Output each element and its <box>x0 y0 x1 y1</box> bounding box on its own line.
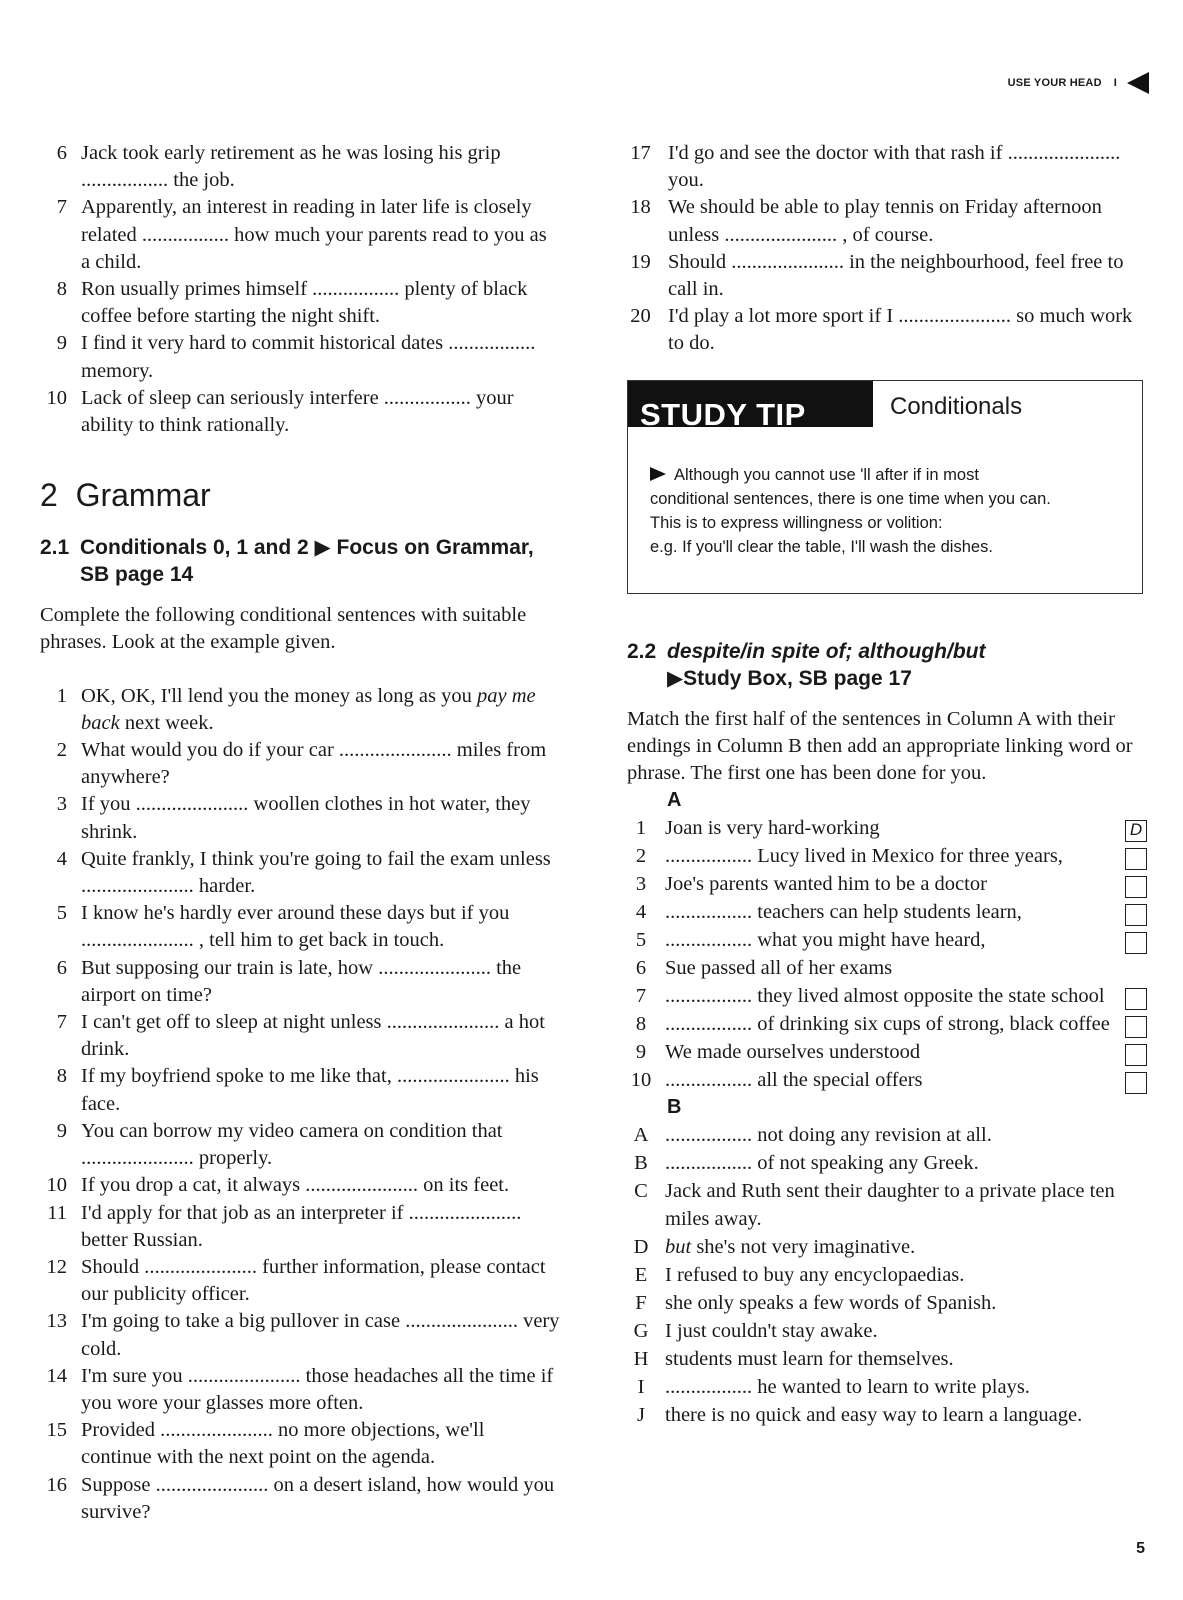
item-number: 4 <box>635 901 647 924</box>
item-number: B <box>634 1152 648 1175</box>
column-a-item <box>627 1010 1147 1038</box>
item-text: ................. of drinking six cups of strong, black coffee <box>665 1013 1110 1036</box>
answer-box-spacer <box>1125 954 1147 982</box>
item-text: Should ...................... further information, please contact our publicity officer. <box>81 1255 546 1306</box>
right-arrow-icon <box>650 467 666 481</box>
subsection-heading-2-1 <box>40 534 560 588</box>
exercise-instruction: Complete the following conditional sentences with suitable phrases. Look at the example given. <box>40 604 527 654</box>
exercise-instruction: Match the first half of the sentences in Column A with their endings in Column B then add an appropriate linking word or phrase. The first one has been done for you. <box>627 707 1133 785</box>
item-number: 7 <box>56 196 67 219</box>
item-text: Lack of sleep can seriously interfere ................. your ability to think rationally. <box>81 386 514 437</box>
item-number: 14 <box>46 1364 67 1387</box>
item-text <box>665 1233 915 1261</box>
column-a-item <box>627 898 1147 926</box>
column-a-list <box>627 814 1147 1094</box>
section-number: 2 <box>40 477 58 514</box>
item-number: I <box>637 1376 645 1399</box>
item-text: Jack and Ruth sent their daughter to a private place ten miles away. <box>665 1180 1115 1231</box>
item-number: 3 <box>635 873 647 896</box>
item-text: ................. he wanted to learn to write plays. <box>665 1376 1030 1399</box>
item-number: F <box>635 1292 647 1315</box>
exercise-item <box>40 1118 560 1172</box>
item-number: 10 <box>630 1069 652 1092</box>
item-text: We made ourselves understood <box>665 1041 921 1064</box>
item-number: 15 <box>46 1419 67 1442</box>
item-text: I'd apply for that job as an interpreter if ...................... better Russian. <box>81 1201 522 1251</box>
item-text: Suppose ...................... on a desert island, how would you survive? <box>81 1473 555 1523</box>
study-tip-box <box>627 380 1143 594</box>
item-number: G <box>633 1320 649 1343</box>
subsection-title: Conditionals 0, 1 and 2 ▶ Focus on Grammar, SB page 14 <box>80 536 534 587</box>
column-b-item <box>627 1121 1147 1149</box>
item-text: she only speaks a few words of Spanish. <box>665 1292 997 1315</box>
item-number: 8 <box>56 278 67 301</box>
item-text: I'd play a lot more sport if I ...................... so much work to do. <box>668 305 1133 355</box>
column-a-item <box>627 926 1147 954</box>
study-tip-banner: STUDY TIP <box>628 381 873 427</box>
item-text: We should be able to play tennis on Friday afternoon unless ...................... , of course. <box>668 196 1102 246</box>
subsection-title-italic: despite/in spite of; although/but <box>667 639 986 663</box>
exercise-item <box>40 737 560 791</box>
column-b-item <box>627 1345 1147 1373</box>
item-number: 2 <box>635 845 647 868</box>
exercise-item <box>40 1200 560 1254</box>
item-number: 17 <box>630 142 651 164</box>
item-number: 1 <box>56 684 67 707</box>
running-head <box>1008 72 1149 94</box>
item-text: Jack took early retirement as he was losing his grip ................. the job. <box>81 142 501 192</box>
left-triangle-icon <box>1127 72 1149 94</box>
exercise-item <box>40 1363 560 1417</box>
item-text: If you ...................... woollen clothes in hot water, they shrink. <box>81 793 531 843</box>
answer-box[interactable]: D <box>1125 820 1147 842</box>
exercise-item <box>627 194 1147 248</box>
conditionals-list-continued <box>627 140 1147 358</box>
exercise-item <box>40 1063 560 1117</box>
item-number: 11 <box>47 1201 67 1224</box>
item-number: 2 <box>56 739 67 762</box>
item-number: 9 <box>56 332 67 355</box>
column-b-list <box>627 1121 1147 1429</box>
item-number: 7 <box>56 1011 67 1034</box>
column-b-item <box>627 1149 1147 1177</box>
item-text <box>81 683 560 737</box>
answer-box[interactable] <box>1125 1016 1147 1038</box>
item-text: If my boyfriend spoke to me like that, ...................... his face. <box>81 1065 539 1115</box>
subsection-number: 2.2 <box>627 639 657 663</box>
exercise-item <box>40 140 560 194</box>
exercise-item <box>40 791 560 845</box>
item-text: What would you do if your car ...................... miles from anywhere? <box>81 739 547 789</box>
answer-box[interactable] <box>1125 876 1147 898</box>
item-text-italic: pay me back <box>81 684 536 734</box>
column-a-item <box>627 1038 1147 1066</box>
item-text: I refused to buy any encyclopaedias. <box>665 1264 965 1287</box>
column-a-item <box>627 870 1147 898</box>
right-column <box>627 140 1147 1429</box>
item-number: 8 <box>56 1065 67 1088</box>
item-text: ................. all the special offers <box>665 1069 923 1092</box>
exercise-item <box>627 140 1147 194</box>
item-number: 9 <box>56 1119 67 1142</box>
item-text: Should ...................... in the neighbourhood, feel free to call in. <box>668 250 1124 301</box>
column-b-label: B <box>667 1096 682 1119</box>
subsection-heading-2-2 <box>627 638 1147 692</box>
study-tip-line-3: This is to express willingness or volition: <box>650 513 943 532</box>
exercise-item <box>40 1254 560 1308</box>
item-number: 20 <box>630 305 651 328</box>
exercise-item <box>40 1308 560 1362</box>
study-tip-line-4: e.g. If you'll clear the table, I'll wash the dishes. <box>650 537 993 556</box>
item-text: But supposing our train is late, how ...................... the airport on time? <box>81 956 522 1006</box>
column-b-item <box>627 1233 1147 1261</box>
item-number: E <box>634 1264 648 1287</box>
item-number: J <box>637 1404 645 1427</box>
column-a-item <box>627 1066 1147 1094</box>
item-text: I know he's hardly ever around these days but if you ...................... , tell him to get back in touch. <box>81 902 510 952</box>
column-a-item <box>627 814 1147 842</box>
item-text: Sue passed all of her exams <box>665 957 893 980</box>
item-number: D <box>633 1236 649 1259</box>
item-number: 3 <box>56 793 67 816</box>
answer-box[interactable] <box>1125 848 1147 870</box>
item-number: 1 <box>635 817 647 840</box>
item-text: Joe's parents wanted him to be a doctor <box>665 873 987 896</box>
item-text: ................. not doing any revision at all. <box>665 1124 992 1147</box>
item-number: 8 <box>635 1013 647 1036</box>
exercise-item <box>40 683 560 737</box>
item-text: Provided ...................... no more objections, we'll continue with the next point on the agenda. <box>81 1419 485 1469</box>
item-number: 5 <box>56 902 67 925</box>
item-number: 18 <box>630 196 651 219</box>
item-text-lead: OK, OK, I'll lend you the money as long as you <box>81 684 477 707</box>
item-number: 5 <box>635 929 647 952</box>
column-a-item <box>627 842 1147 870</box>
item-text: there is no quick and easy way to learn a language. <box>665 1404 1083 1427</box>
column-b-item <box>627 1177 1147 1233</box>
item-text: Apparently, an interest in reading in later life is closely related ................. how much your parents read to you as a child. <box>81 196 547 273</box>
answer-box[interactable] <box>1125 904 1147 926</box>
exercise-item <box>40 1009 560 1063</box>
subsection-title <box>667 638 1147 692</box>
exercise-item <box>40 330 560 384</box>
item-text: ................. teachers can help students learn, <box>665 901 1022 924</box>
study-tip-line-2: conditional sentences, there is one time when you can. <box>650 489 1051 508</box>
running-head-text: USE YOUR HEAD <box>1007 77 1102 89</box>
column-a-item <box>627 982 1147 1010</box>
item-number: 19 <box>630 250 651 273</box>
item-text: Ron usually primes himself ................. plenty of black coffee before starting the night shift. <box>81 278 528 328</box>
column-a-item <box>627 954 1147 982</box>
item-text: I can't get off to sleep at night unless ...................... a hot drink. <box>81 1011 545 1061</box>
exercise-item <box>627 303 1147 357</box>
left-column <box>40 140 560 1526</box>
answer-box[interactable] <box>1125 1044 1147 1066</box>
item-text-italic: but <box>665 1236 692 1259</box>
running-head-separator: I <box>1113 77 1117 89</box>
answer-box[interactable] <box>1125 932 1147 954</box>
exercise-item <box>40 1172 560 1199</box>
item-number: C <box>634 1180 648 1203</box>
section-title: Grammar <box>75 477 211 514</box>
item-text: If you drop a cat, it always ...................... on its feet. <box>81 1174 510 1197</box>
item-text-tail: she's not very imaginative. <box>691 1236 916 1259</box>
item-text: I'd go and see the doctor with that rash if ...................... you. <box>668 142 1121 192</box>
exercise-item <box>627 249 1147 303</box>
subsection-number: 2.1 <box>40 536 70 560</box>
item-text: ................. Lucy lived in Mexico for three years, <box>665 845 1063 868</box>
exercise-item <box>40 1417 560 1471</box>
subsection-title-tail: ▶Study Box, SB page 17 <box>667 666 912 690</box>
conditionals-list <box>40 683 560 1526</box>
prepositions-list-continued <box>40 140 560 439</box>
item-number: 13 <box>46 1310 67 1333</box>
item-text: I'm going to take a big pullover in case ...................... very cold. <box>81 1310 560 1360</box>
item-number: 6 <box>56 956 67 979</box>
study-tip-title: Conditionals <box>890 392 1023 420</box>
answer-box[interactable] <box>1125 1072 1147 1094</box>
column-b-item <box>627 1373 1147 1401</box>
column-a-label: A <box>667 789 682 812</box>
item-text: ................. what you might have heard, <box>665 929 986 952</box>
study-tip-body <box>650 463 1130 559</box>
exercise-item <box>40 194 560 276</box>
item-number: 16 <box>46 1473 67 1496</box>
column-b-item <box>627 1261 1147 1289</box>
item-number: A <box>633 1124 649 1147</box>
item-number: 6 <box>56 142 67 164</box>
item-number: 10 <box>46 1174 67 1197</box>
item-text: Quite frankly, I think you're going to fail the exam unless ...................... harder. <box>81 847 551 898</box>
item-text: I just couldn't stay awake. <box>665 1320 878 1343</box>
section-heading <box>40 477 560 514</box>
item-number: 6 <box>635 957 647 980</box>
item-number: 10 <box>46 386 67 409</box>
answer-box[interactable] <box>1125 988 1147 1010</box>
item-text: Joan is very hard-working <box>665 817 880 840</box>
item-text-tail: next week. <box>119 711 214 734</box>
item-number: H <box>633 1348 649 1371</box>
item-text: ................. of not speaking any Greek. <box>665 1152 979 1175</box>
item-number: 4 <box>56 847 67 870</box>
item-number: 12 <box>46 1255 67 1278</box>
item-text: students must learn for themselves. <box>665 1348 954 1371</box>
page-number: 5 <box>1136 1540 1145 1557</box>
item-number: 9 <box>635 1041 647 1064</box>
item-text: I'm sure you ...................... those headaches all the time if you wore your glasses more often. <box>81 1364 554 1414</box>
item-text: You can borrow my video camera on condition that ...................... properly. <box>81 1119 503 1170</box>
column-b-item <box>627 1317 1147 1345</box>
exercise-item <box>40 900 560 954</box>
item-number: 7 <box>635 985 647 1008</box>
exercise-item <box>40 1472 560 1526</box>
exercise-item <box>40 846 560 900</box>
exercise-item <box>40 385 560 439</box>
exercise-item <box>40 276 560 330</box>
item-text: I find it very hard to commit historical dates ................. memory. <box>81 332 536 382</box>
item-text: ................. they lived almost opposite the state school <box>665 985 1105 1008</box>
column-b-item <box>627 1289 1147 1317</box>
column-b-item <box>627 1401 1147 1429</box>
exercise-item <box>40 955 560 1009</box>
study-tip-line-1: Although you cannot use 'll after if in most <box>674 465 979 484</box>
